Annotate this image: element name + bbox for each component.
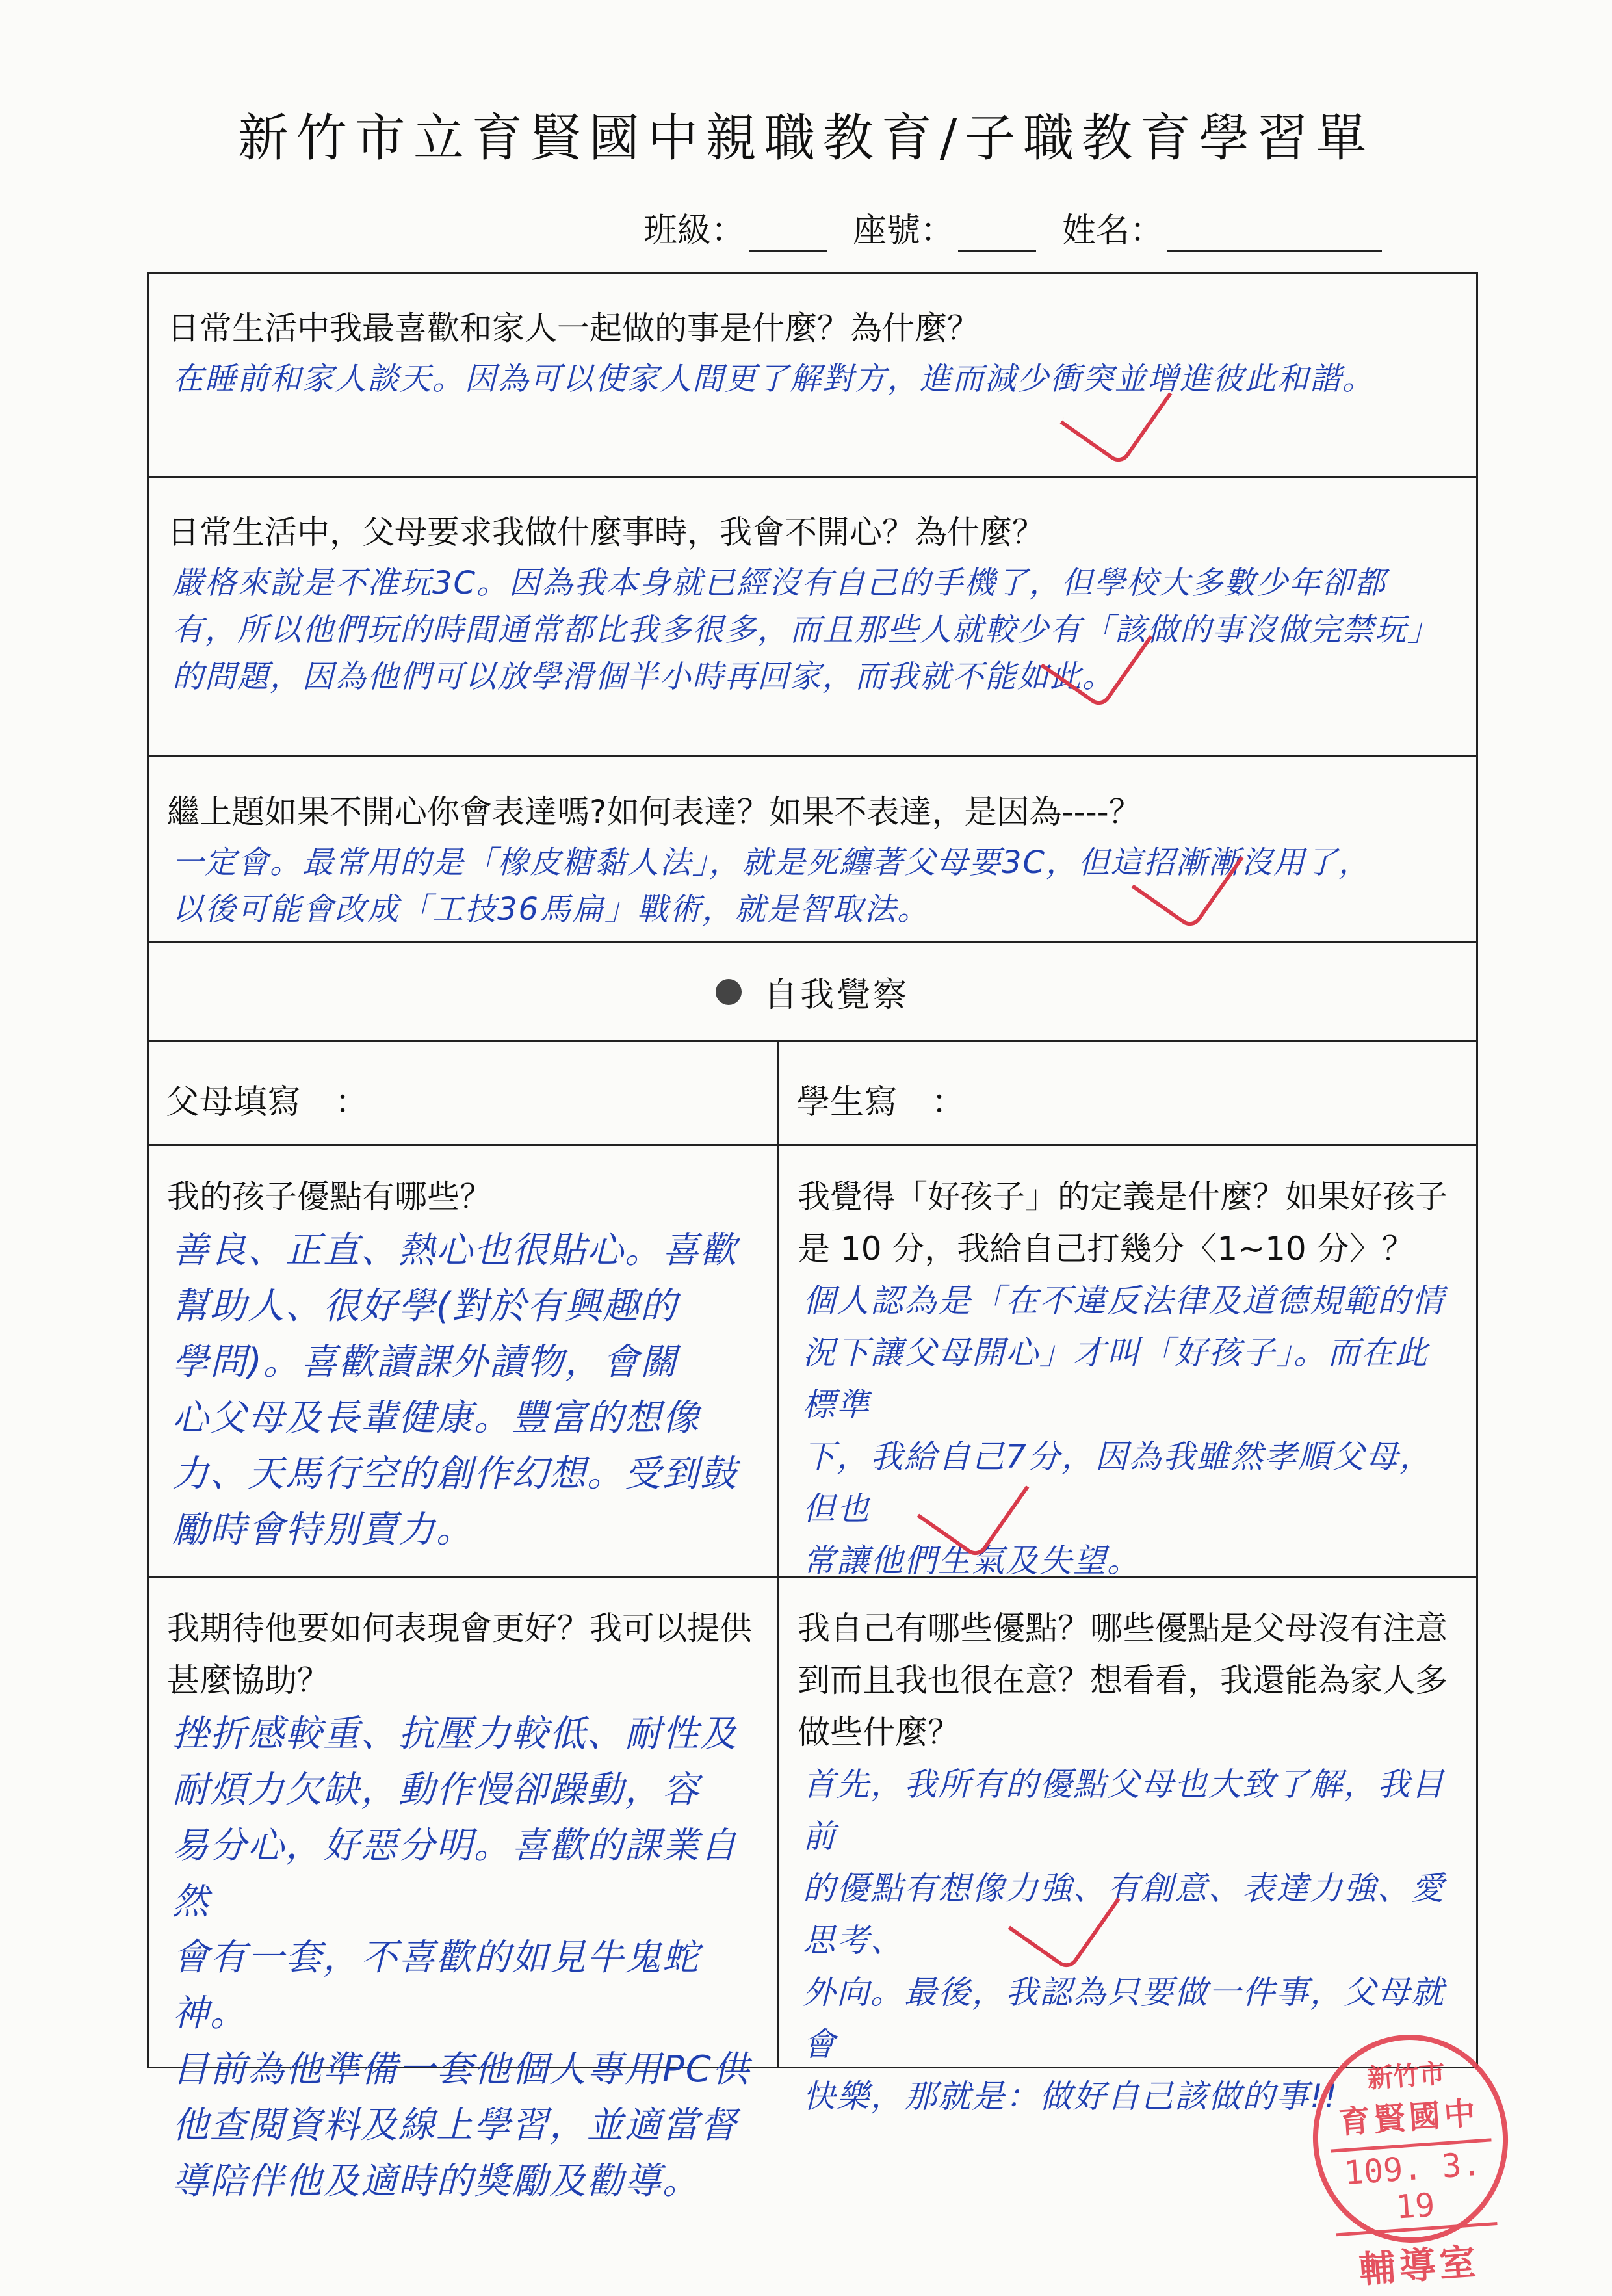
stamp-school: 育賢國中 bbox=[1338, 2094, 1481, 2141]
question-text: 日常生活中我最喜歡和家人一起做的事是什麼？為什麼？ bbox=[167, 309, 980, 347]
question-row-1 bbox=[149, 274, 1476, 478]
bullet-icon bbox=[716, 979, 742, 1005]
name-label: 姓名： bbox=[1062, 211, 1164, 250]
question-text: 我覺得「好孩子」的定義是什麼？如果好孩子是 10 分，我給自己打幾分〈1~10 分〉？ bbox=[798, 1178, 1448, 1268]
answer-line: 會有一套，不喜歡的如見牛鬼蛇神。 bbox=[172, 1937, 700, 2035]
class-label: 班級： bbox=[644, 211, 746, 250]
student-cell bbox=[779, 1146, 1476, 1580]
parent-cell bbox=[149, 1146, 779, 1576]
page-title: 新竹市立育賢國中親職教育/子職教育學習單 bbox=[237, 109, 1375, 168]
section-title: 自我覺察 bbox=[763, 976, 909, 1015]
answer-line: 快樂，那就是：做好自己該做的事!! bbox=[803, 2078, 1339, 2115]
answer-text[interactable] bbox=[779, 1275, 1476, 1587]
question-text: 日常生活中，父母要求我做什麼事時，我會不開心？為什麼？ bbox=[167, 514, 1045, 551]
answer-line: 個人認為是「在不違反法律及道德規範的情 bbox=[803, 1282, 1445, 1320]
class-field[interactable] bbox=[749, 216, 827, 252]
answer-line: 一定會。最常用的是「橡皮糖黏人法」，就是死纏著父母要3C，但這招漸漸沒用了， bbox=[172, 844, 1372, 881]
answer-line: 外向。最後，我認為只要做一件事，父母就會 bbox=[803, 1974, 1445, 2063]
student-column-header: 學生寫 ： bbox=[796, 1083, 966, 1122]
answer-line: 常讓他們生氣及失望。 bbox=[803, 1542, 1141, 1580]
answer-line: 在睡前和家人談天。因為可以使家人間更了解對方，進而減少衝突並增進彼此和諧。 bbox=[172, 361, 1375, 397]
name-field[interactable] bbox=[1167, 216, 1382, 252]
answer-line: 導陪伴他及適時的獎勵及勸導。 bbox=[172, 2160, 700, 2202]
seat-label: 座號： bbox=[853, 211, 955, 250]
answer-line: 耐煩力欠缺，動作慢卻躁動，容 bbox=[172, 1769, 700, 1811]
stamp-office: 輔導室 bbox=[1357, 2241, 1481, 2291]
reflection-row-1 bbox=[149, 1146, 1476, 1578]
answer-line: 首先，我所有的優點父母也大致了解，我目前 bbox=[803, 1766, 1445, 1855]
answer-line: 嚴格來說是不准玩3C。因為我本身就已經沒有自己的手機了，但學校大多數少年卻都 bbox=[172, 565, 1387, 601]
student-info bbox=[644, 203, 1382, 252]
answer-line: 況下讓父母開心」才叫「好孩子」。而在此標準 bbox=[803, 1334, 1429, 1424]
school-office-stamp bbox=[1306, 2028, 1515, 2291]
answer-line: 勵時會特別賣力。 bbox=[172, 1509, 474, 1551]
seat-field[interactable] bbox=[958, 216, 1036, 252]
answer-line: 目前為他準備一套他個人專用PC供 bbox=[172, 2048, 750, 2091]
answer-line: 學問)。喜歡讀課外讀物，會關 bbox=[172, 1341, 678, 1383]
answer-line: 挫折感較重、抗壓力較低、耐性及 bbox=[172, 1713, 738, 1755]
answer-text[interactable] bbox=[149, 835, 1476, 933]
answer-text[interactable] bbox=[149, 1706, 777, 2210]
stamp-date: 109. 3. 19 bbox=[1331, 2138, 1498, 2236]
parent-cell bbox=[149, 1578, 779, 2202]
question-text: 我的孩子優點有哪些？ bbox=[167, 1178, 492, 1216]
answer-line: 的優點有想像力強、有創意、表達力強、愛思考、 bbox=[803, 1870, 1445, 1959]
answer-line: 以後可能會改成「工技36馬扁」戰術，就是智取法。 bbox=[172, 891, 930, 928]
answer-line: 力、天馬行空的創作幻想。受到鼓 bbox=[172, 1453, 738, 1495]
answer-text[interactable] bbox=[149, 556, 1476, 700]
answer-line: 他查閱資料及線上學習，並適當督 bbox=[172, 2104, 738, 2146]
question-row-3 bbox=[149, 757, 1476, 943]
answer-text[interactable] bbox=[149, 352, 1476, 402]
answer-line: 幫助人、很好學(對於有興趣的 bbox=[172, 1285, 678, 1327]
parent-column-header: 父母填寫 ： bbox=[149, 1042, 779, 1144]
question-text: 我期待他要如何表現會更好？我可以提供甚麼協助？ bbox=[167, 1610, 752, 1699]
answer-line: 心父母及長輩健康。豐富的想像 bbox=[172, 1397, 700, 1439]
stamp-city: 新竹市 bbox=[1366, 2059, 1446, 2094]
question-text: 繼上題如果不開心你會表達嗎?如何表達？如果不表達，是因為----？ bbox=[167, 793, 1141, 831]
answer-line: 有，所以他們玩的時間通常都比我多很多，而且那些人就較少有「該做的事沒做完禁玩」 bbox=[172, 612, 1440, 648]
column-header-row bbox=[149, 1042, 1476, 1146]
section-header bbox=[149, 943, 1476, 1042]
answer-text[interactable] bbox=[149, 1223, 777, 1558]
question-row-2 bbox=[149, 478, 1476, 757]
answer-line: 善良、正直、熱心也很貼心。喜歡 bbox=[172, 1229, 738, 1272]
question-text: 我自己有哪些優點？哪些優點是父母沒有注意到而且我也很在意？想看看，我還能為家人多做些什麼？ bbox=[798, 1610, 1448, 1751]
answer-line: 下，我給自己7分，因為我雖然孝順父母，但也 bbox=[803, 1438, 1433, 1528]
answer-line: 易分心，好惡分明。喜歡的課業自然 bbox=[172, 1825, 738, 1923]
answer-line: 的問題，因為他們可以放學滑個半小時再回家，而我就不能如此。 bbox=[172, 659, 1115, 695]
